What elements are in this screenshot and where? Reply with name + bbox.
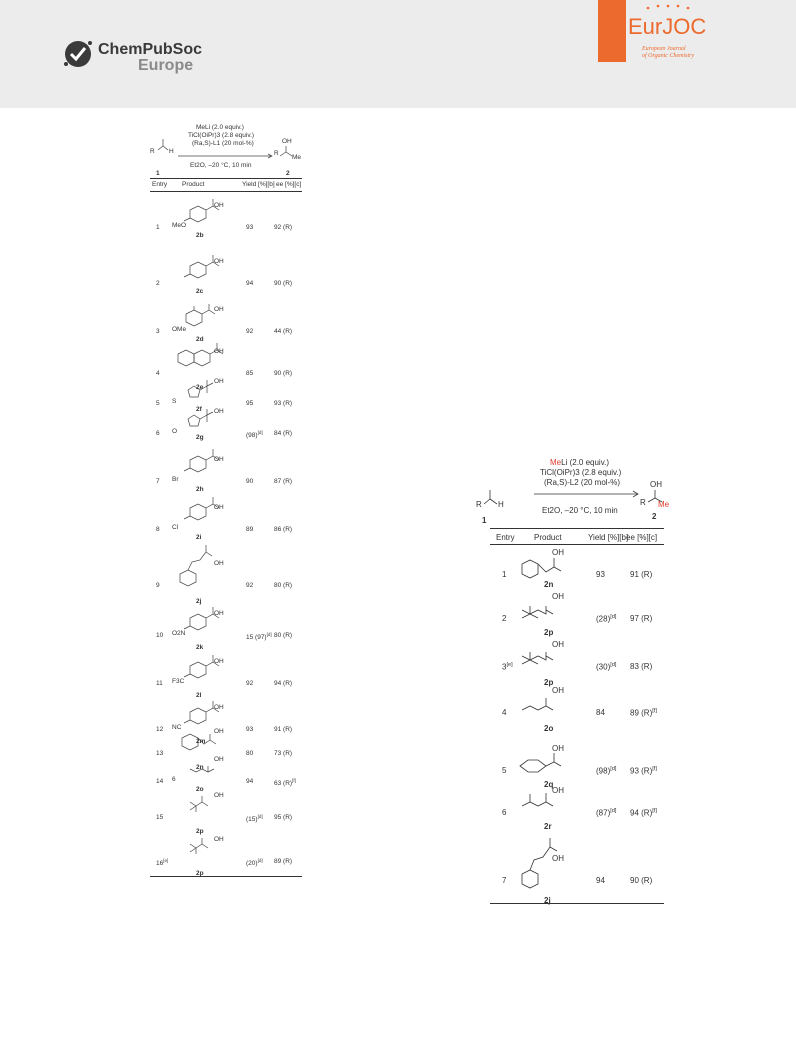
table2-oh: OH: [552, 640, 564, 649]
table2-yield: 94: [596, 876, 605, 885]
table2-oh: OH: [552, 786, 564, 795]
table1-oh: OH: [214, 610, 224, 617]
table2-entry: 1: [502, 570, 507, 579]
table1-entry: 3: [156, 328, 160, 335]
journal-subtitle: European Journal of Organic Chemistry: [642, 46, 695, 59]
table1-oh: OH: [214, 348, 224, 355]
publisher-region: Europe: [138, 57, 194, 74]
table1-oh: OH: [214, 456, 224, 463]
table2-ee: 93 (R)[f]: [630, 766, 657, 776]
table-1: [150, 118, 302, 880]
table1-compound-label: 2p: [196, 870, 204, 877]
table2-entry: 4: [502, 708, 507, 717]
table1-yield: 92: [246, 582, 254, 589]
table2-compound-label: 2n: [544, 580, 554, 589]
prod2-r: R: [640, 498, 646, 507]
table1-compound-label: 2h: [196, 486, 204, 493]
table1-entry: 6: [156, 430, 160, 437]
table2-compound-label: 2q: [544, 780, 554, 789]
table2-compound-label: 2j: [544, 896, 551, 905]
table1-oh: OH: [214, 258, 224, 265]
table2-reagent-1: MeLi (2.0 equiv.): [550, 458, 609, 467]
table1-compound-label: 2k: [196, 644, 204, 651]
table1-compound-label: 2p: [196, 828, 204, 835]
table1-oh: OH: [214, 560, 224, 567]
table2-yield: (30)[d]: [596, 662, 617, 672]
table2-compound-label: 2p: [544, 678, 554, 687]
table2-entry: 7: [502, 876, 507, 885]
table1-compound-label: 2f: [196, 406, 202, 413]
table2-entry: 3[e]: [502, 662, 513, 672]
table1-yield: 80: [246, 750, 254, 757]
table1-compound-label: 2c: [196, 288, 204, 295]
table2-yield: (87)[d]: [596, 808, 617, 818]
table1-ee: 90 (R): [274, 370, 293, 377]
table2-col-ee: ee [%][c]: [626, 533, 658, 542]
table2-compound-label: 2r: [544, 822, 552, 831]
table1-ee: 73 (R): [274, 750, 293, 757]
table1-compound-label: 2g: [196, 434, 204, 441]
table1-oh: OH: [214, 408, 224, 415]
table1-entry: 10: [156, 632, 164, 639]
table1-yield: 93: [246, 726, 254, 733]
table1-compound-label: 2i: [196, 534, 202, 541]
table1-substituent: OMe: [172, 326, 187, 333]
table1-entry: 12: [156, 726, 164, 733]
prod2-me: Me: [658, 500, 670, 509]
table1-ee: 44 (R): [274, 328, 293, 335]
table1-ee: 92 (R): [274, 224, 293, 231]
table2-compound-label: 2p: [544, 628, 554, 637]
table1-yield: 92: [246, 680, 254, 687]
table1-sm-label: 1: [156, 170, 160, 177]
table1-entry: 14: [156, 778, 164, 785]
table1-entry: 5: [156, 400, 160, 407]
table1-entry: 2: [156, 280, 160, 287]
table2-yield: 93: [596, 570, 605, 579]
table1-entry: 4: [156, 370, 160, 377]
prod-me: Me: [292, 154, 302, 161]
table1-col-ee: ee [%][c]: [276, 181, 302, 188]
table1-yield: 85: [246, 370, 254, 377]
prod-oh: OH: [282, 138, 292, 145]
table1-compound-label: 2m: [196, 738, 206, 745]
table2-oh: OH: [552, 592, 564, 601]
table1-substituent: Br: [172, 476, 179, 483]
table1-oh: OH: [214, 704, 224, 711]
publisher-name: ChemPubSoc: [98, 41, 203, 58]
table2-ee: 91 (R): [630, 570, 653, 579]
table1-oh: OH: [214, 202, 224, 209]
prod-r: R: [274, 150, 279, 157]
table1-structures: [150, 118, 302, 880]
table1-reagent-1: MeLi (2.0 equiv.): [196, 124, 244, 131]
sm-r: R: [150, 148, 155, 155]
table1-reagent-2: TiCl(OiPr)3 (2.8 equiv.): [188, 132, 255, 139]
table1-yield: 94: [246, 778, 254, 785]
table1-ee: 80 (R): [274, 632, 293, 639]
table2-prod-label: 2: [652, 512, 657, 521]
chempubsoc-icon: [62, 38, 94, 70]
table1-compound-label: 2e: [196, 384, 204, 391]
table1-entry: 7: [156, 478, 160, 485]
table2-ee: 90 (R): [630, 876, 653, 885]
table2-oh: OH: [552, 854, 564, 863]
table1-oh: OH: [214, 792, 224, 799]
table1-compound-label: 2b: [196, 232, 204, 239]
table1-substituent: 6: [172, 776, 176, 783]
table1-yield: 94: [246, 280, 254, 287]
table2-oh: OH: [552, 686, 564, 695]
table1-col-product: Product: [182, 181, 205, 188]
table2-yield: 84: [596, 708, 605, 717]
table2-col-entry: Entry: [496, 533, 515, 542]
table1-ee: 63 (R)[f]: [274, 778, 296, 788]
table1-entry: 11: [156, 680, 163, 687]
journal-name: EurJOC: [628, 14, 707, 39]
journal-accent-bar: [598, 0, 626, 62]
table2-col-product: Product: [534, 533, 562, 542]
table1-entry: 9: [156, 582, 160, 589]
table1-ee: 89 (R): [274, 858, 293, 865]
table1-substituent: O2N: [172, 630, 186, 637]
table1-entry: 16[e]: [156, 858, 169, 868]
table1-yield: 15 (97)[d]: [246, 632, 272, 642]
table1-entry: 8: [156, 526, 160, 533]
table1-entry: 1: [156, 224, 160, 231]
sm2-r: R: [476, 500, 482, 509]
table2-reagent-2: TiCl(OiPr)3 (2.8 equiv.): [540, 468, 622, 477]
table1-substituent: Cl: [172, 524, 179, 531]
table1-yield: (15)[d]: [246, 814, 263, 824]
table2-ee: 89 (R)[f]: [630, 708, 657, 718]
sm-h: H: [169, 148, 174, 155]
table2-structures: [476, 456, 664, 906]
table1-reagent-3: (Ra,S)-L1 (20 mol-%): [192, 140, 254, 147]
table2-ee: 94 (R)[f]: [630, 808, 657, 818]
table1-col-yield: Yield [%][b]: [242, 181, 275, 188]
table1-ee: 93 (R): [274, 400, 293, 407]
table2-col-yield: Yield [%][b]: [588, 533, 629, 542]
table1-yield: (20)[d]: [246, 858, 263, 868]
table1-yield: 93: [246, 224, 254, 231]
table2-entry: 2: [502, 614, 507, 623]
table1-ee: 87 (R): [274, 478, 293, 485]
table1-compound-label: 2j: [196, 598, 202, 605]
table1-compound-label: 2l: [196, 692, 202, 699]
sm2-h: H: [498, 500, 504, 509]
table1-oh: OH: [214, 378, 224, 385]
table1-compound-label: 2o: [196, 786, 204, 793]
table1-ee: 91 (R): [274, 726, 293, 733]
table1-oh: OH: [214, 756, 224, 763]
table1-yield: (98)[d]: [246, 430, 263, 440]
table1-ee: 90 (R): [274, 280, 293, 287]
table2-conditions: Et2O, –20 °C, 10 min: [542, 506, 618, 515]
table1-col-entry: Entry: [152, 181, 168, 188]
prod2-oh: OH: [650, 480, 662, 489]
table2-oh: OH: [552, 548, 564, 557]
table2-compound-label: 2o: [544, 724, 554, 733]
table-2: [476, 456, 670, 906]
table1-yield: 89: [246, 526, 254, 533]
table2-entry: 5: [502, 766, 507, 775]
table1-substituent: O: [172, 428, 178, 435]
table2-oh: OH: [552, 744, 564, 753]
table2-yield: (98)[d]: [596, 766, 617, 776]
chempubsoc-logo: [62, 38, 203, 75]
table1-compound-label: 2d: [196, 336, 204, 343]
table1-yield: 95: [246, 400, 254, 407]
table1-ee: 86 (R): [274, 526, 293, 533]
table1-ee: 95 (R): [274, 814, 293, 821]
table2-reagent-3: (Ra,S)-L2 (20 mol-%): [544, 478, 621, 487]
table1-oh: OH: [214, 306, 224, 313]
journal-header: [0, 0, 796, 108]
table1-substituent: F3C: [172, 678, 185, 685]
table1-ee: 80 (R): [274, 582, 293, 589]
table1-substituent: NC: [172, 724, 182, 731]
table1-oh: OH: [214, 728, 224, 735]
table2-yield: (28)[d]: [596, 614, 617, 624]
table1-ee: 94 (R): [274, 680, 293, 687]
table1-oh: OH: [214, 836, 224, 843]
table1-substituent: MeO: [172, 222, 187, 229]
table1-oh: OH: [214, 504, 224, 511]
table1-substituent: S: [172, 398, 177, 405]
table1-entry: 13: [156, 750, 164, 757]
table2-ee: 97 (R): [630, 614, 653, 623]
table2-entry: 6: [502, 808, 507, 817]
table1-yield: 92: [246, 328, 254, 335]
table1-conditions: Et2O, –20 °C, 10 min: [190, 162, 252, 169]
table1-prod-label: 2: [286, 170, 290, 177]
table1-ee: 84 (R): [274, 430, 293, 437]
table2-sm-label: 1: [482, 516, 487, 525]
table1-entry: 15: [156, 814, 164, 821]
table1-yield: 90: [246, 478, 254, 485]
table2-ee: 83 (R): [630, 662, 653, 671]
table1-oh: OH: [214, 658, 224, 665]
table1-compound-label: 2n: [196, 764, 204, 771]
